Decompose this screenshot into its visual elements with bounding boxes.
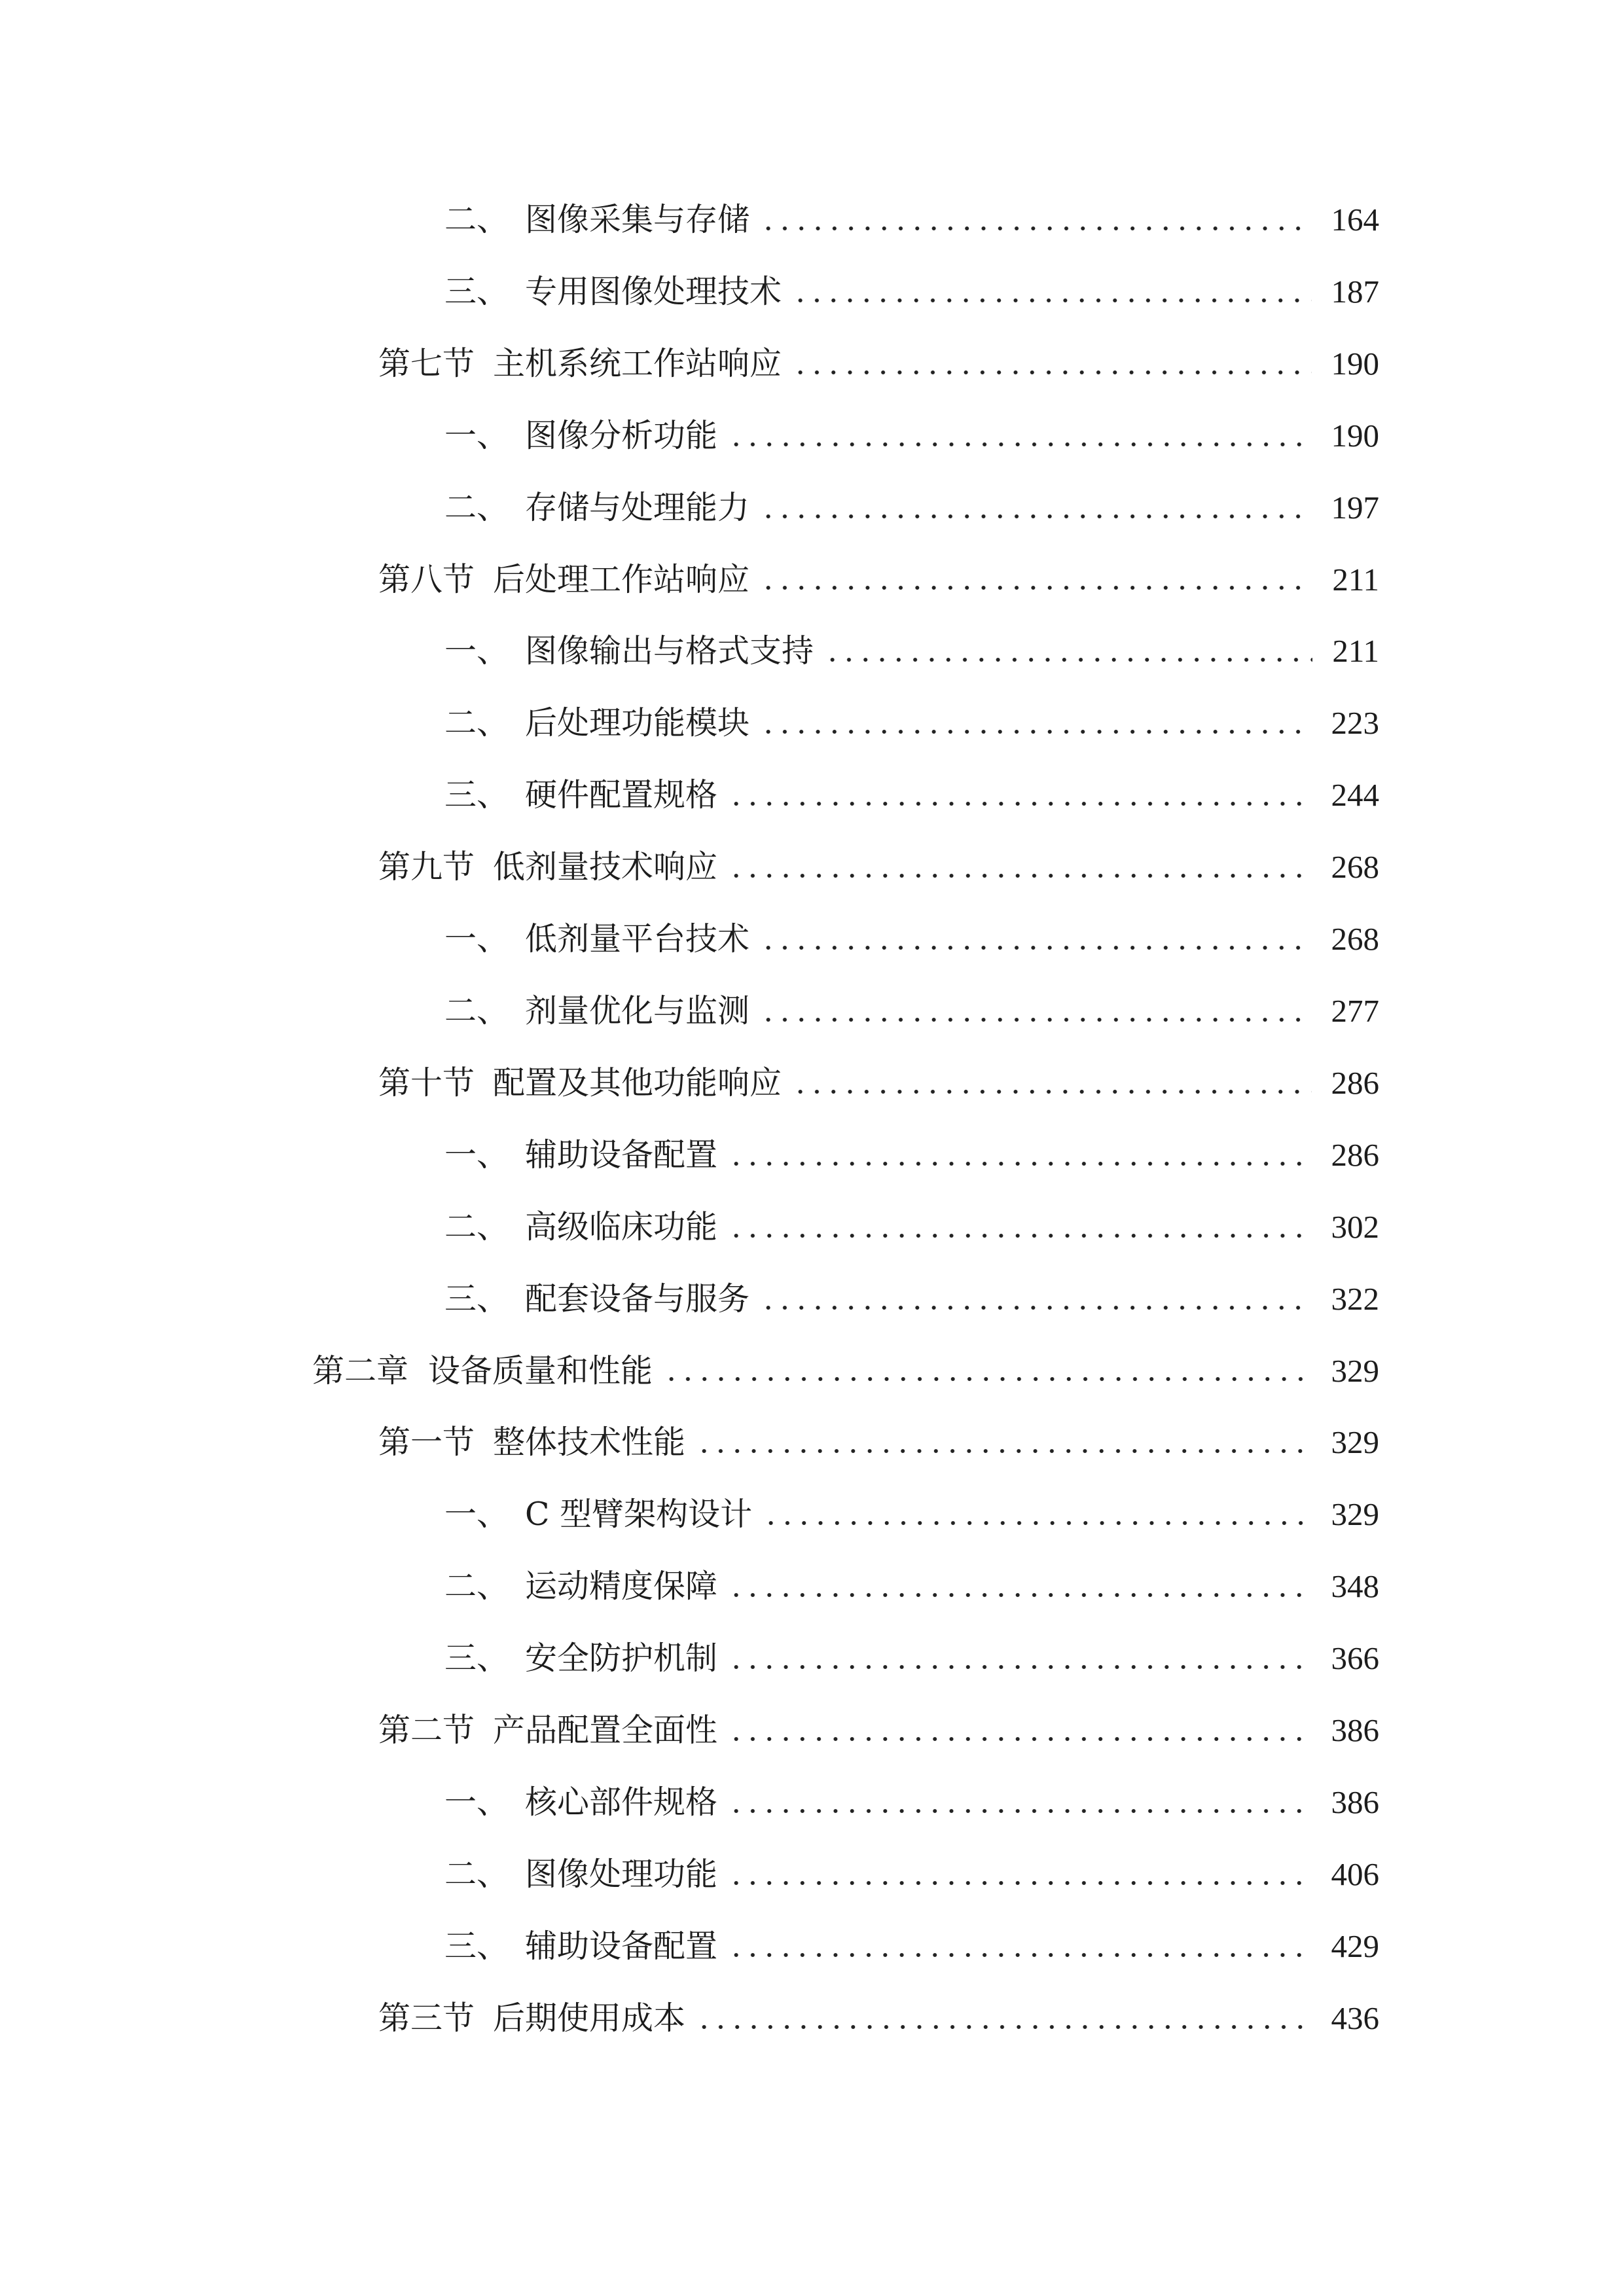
page-number: 302: [1331, 1208, 1379, 1245]
toc-subsection-entry: [444, 1767, 1379, 1839]
entry-title: 图像分析功能: [525, 416, 718, 454]
page-number: 329: [1331, 1496, 1379, 1533]
entry-title: 核心部件规格: [525, 1783, 718, 1821]
table-of-contents: [0, 184, 1624, 2054]
entry-number: 二、: [444, 1855, 509, 1893]
toc-subsection-entry: [444, 759, 1379, 831]
dot-leader: [696, 2007, 1311, 2030]
page-number: 268: [1331, 849, 1379, 886]
toc-subsection-entry: [444, 1479, 1379, 1551]
entry-title: 产品配置全面性: [493, 1712, 718, 1749]
page-number: 329: [1331, 1424, 1379, 1461]
dot-leader: [763, 1503, 1311, 1526]
page-number: 429: [1331, 1928, 1379, 1964]
toc-subsection-entry: [444, 1551, 1379, 1623]
entry-title: 剂量优化与监测: [525, 992, 750, 1030]
entry-number: 二、: [444, 1208, 509, 1246]
page-number: 164: [1331, 202, 1379, 238]
entry-title: 专用图像处理技术: [525, 272, 782, 310]
dot-leader: [728, 1216, 1311, 1238]
dot-leader: [728, 1575, 1311, 1598]
toc-subsection-entry: [444, 1191, 1379, 1263]
toc-section-entry: [378, 544, 1379, 616]
entry-title: 配置及其他功能响应: [493, 1064, 782, 1102]
toc-subsection-entry: [444, 256, 1379, 328]
entry-title: 后处理工作站响应: [493, 560, 750, 598]
dot-leader: [728, 856, 1311, 878]
toc-subsection-entry: [444, 1839, 1379, 1910]
dot-leader: [824, 640, 1312, 662]
dot-leader: [760, 1288, 1311, 1310]
dot-leader: [760, 497, 1311, 519]
entry-number: 一、: [444, 416, 509, 454]
entry-title: 主机系统工作站响应: [493, 344, 782, 382]
dot-leader: [696, 1431, 1311, 1454]
dot-leader: [728, 1935, 1311, 1958]
page-number: 190: [1331, 417, 1379, 454]
dot-leader: [728, 784, 1311, 806]
entry-number: 三、: [444, 1927, 509, 1965]
page-number: 329: [1331, 1352, 1379, 1389]
entry-title: 后处理功能模块: [525, 704, 750, 742]
page-number: 286: [1331, 1136, 1379, 1173]
toc-section-entry: [378, 1695, 1379, 1767]
dot-leader: [760, 209, 1311, 231]
page-number: 187: [1331, 273, 1379, 310]
entry-title: 低剂量技术响应: [493, 848, 718, 886]
entry-title: 辅助设备配置: [525, 1136, 718, 1174]
entry-title: 整体技术性能: [493, 1424, 686, 1462]
entry-title: 图像采集与存储: [525, 201, 750, 238]
toc-subsection-entry: [444, 400, 1379, 472]
entry-number: 二、: [444, 1568, 509, 1605]
entry-title: 高级临床功能: [525, 1208, 718, 1246]
entry-number: 一、: [444, 1783, 509, 1821]
toc-subsection-entry: [444, 1623, 1379, 1695]
dot-leader: [760, 1000, 1311, 1022]
entry-number: 第十节: [378, 1064, 475, 1102]
entry-number: 一、: [444, 632, 509, 670]
entry-number: 二、: [444, 488, 509, 526]
entry-number: 三、: [444, 776, 509, 814]
entry-title: 辅助设备配置: [525, 1927, 718, 1965]
page-number: 348: [1331, 1568, 1379, 1605]
dot-leader: [792, 1072, 1311, 1094]
entry-number: 第一节: [378, 1424, 475, 1462]
entry-number: 二、: [444, 992, 509, 1030]
dot-leader: [760, 568, 1312, 590]
page-number: 386: [1331, 1712, 1379, 1749]
page-number: 366: [1331, 1640, 1379, 1677]
page-number: 436: [1331, 2000, 1379, 2036]
dot-leader: [760, 712, 1311, 734]
page-number: 244: [1331, 777, 1379, 814]
toc-subsection-entry: [444, 1119, 1379, 1191]
toc-section-entry: [378, 1047, 1379, 1119]
dot-leader: [792, 281, 1311, 303]
page-number: 223: [1331, 705, 1379, 742]
entry-number: 第八节: [378, 560, 475, 598]
entry-title: C 型臂架构设计: [525, 1496, 753, 1534]
entry-title: 运动精度保障: [525, 1568, 718, 1605]
entry-number: 三、: [444, 272, 509, 310]
page-number: 211: [1332, 633, 1379, 670]
toc-subsection-entry: [444, 615, 1379, 687]
entry-number: 第三节: [378, 1999, 475, 2037]
entry-number: 二、: [444, 704, 509, 742]
dot-leader: [728, 1144, 1311, 1166]
toc-subsection-entry: [444, 1910, 1379, 1982]
toc-chapter-entry: [312, 1335, 1379, 1407]
entry-title: 图像处理功能: [525, 1855, 718, 1893]
page-number: 322: [1331, 1280, 1379, 1317]
dot-leader: [760, 928, 1311, 950]
entry-number: 第二节: [378, 1712, 475, 1749]
toc-section-entry: [378, 831, 1379, 903]
entry-number: 一、: [444, 920, 509, 958]
entry-number: 第七节: [378, 344, 475, 382]
entry-number: 三、: [444, 1640, 509, 1677]
dot-leader: [728, 1791, 1311, 1814]
toc-subsection-entry: [444, 472, 1379, 544]
toc-section-entry: [378, 328, 1379, 400]
toc-section-entry: [378, 1407, 1379, 1479]
entry-title: 后期使用成本: [493, 1999, 686, 2037]
entry-number: 一、: [444, 1496, 509, 1534]
toc-subsection-entry: [444, 975, 1379, 1047]
entry-title: 硬件配置规格: [525, 776, 718, 814]
toc-subsection-entry: [444, 903, 1379, 975]
dot-leader: [728, 1863, 1311, 1886]
entry-number: 二、: [444, 201, 509, 238]
page-number: 286: [1331, 1064, 1379, 1101]
page-number: 268: [1331, 921, 1379, 958]
dot-leader: [663, 1359, 1311, 1382]
entry-title: 设备质量和性能: [428, 1352, 653, 1390]
dot-leader: [728, 425, 1311, 447]
entry-number: 一、: [444, 1136, 509, 1174]
page-number: 277: [1331, 992, 1379, 1029]
page-number: 211: [1332, 561, 1379, 598]
toc-subsection-entry: [444, 1263, 1379, 1335]
entry-number: 第二章: [312, 1352, 409, 1390]
toc-subsection-entry: [444, 184, 1379, 256]
page-number: 406: [1331, 1856, 1379, 1892]
entry-title: 图像输出与格式支持: [525, 632, 814, 670]
entry-title: 低剂量平台技术: [525, 920, 750, 958]
entry-title: 存储与处理能力: [525, 488, 750, 526]
entry-title: 安全防护机制: [525, 1640, 718, 1677]
toc-subsection-entry: [444, 687, 1379, 759]
dot-leader: [792, 353, 1311, 375]
entry-number: 三、: [444, 1280, 509, 1318]
page-number: 190: [1331, 345, 1379, 382]
dot-leader: [728, 1647, 1311, 1670]
toc-section-entry: [378, 1982, 1379, 2054]
dot-leader: [728, 1719, 1311, 1742]
entry-number: 第九节: [378, 848, 475, 886]
page-number: 197: [1331, 489, 1379, 526]
entry-title: 配套设备与服务: [525, 1280, 750, 1318]
page-number: 386: [1331, 1784, 1379, 1820]
